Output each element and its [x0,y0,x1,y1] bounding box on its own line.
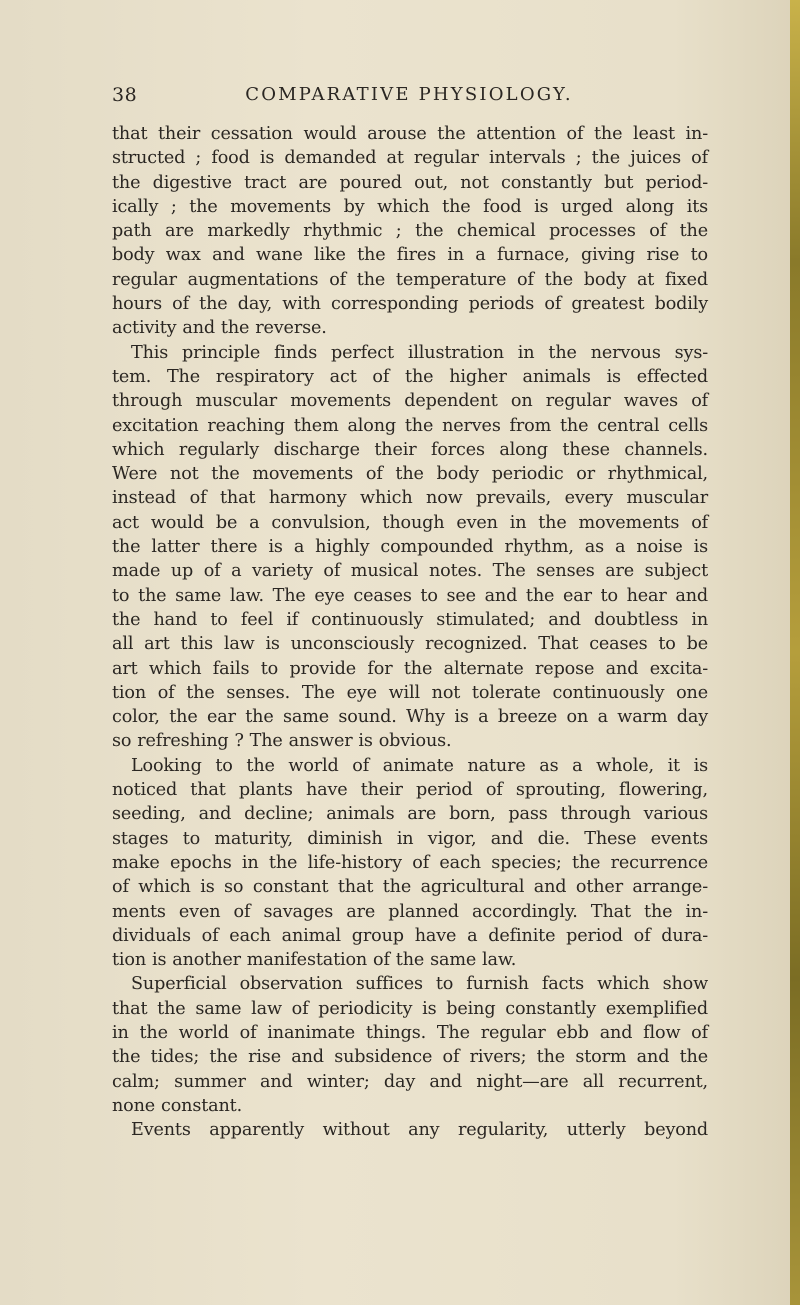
text-line: tem. The respiratory act of the higher animals is effected [112,366,708,387]
text-line: regular augmentations of the temperature of the body at fixed [112,269,708,290]
text-line: stages to maturity, diminish in vigor, and die. These events [112,828,708,849]
page-number: 38 [112,84,138,106]
text-line: excitation reaching them along the nerves from the central cells [112,415,708,436]
text-line: dividuals of each animal group have a definite period of dura- [112,925,708,946]
text-line: tion is another manifestation of the same law. [112,950,517,971]
text-line: instead of that harmony which now prevails, every muscular [112,488,708,509]
text-line: Were not the movements of the body periodic or rhythmical, [112,464,708,485]
text-line: ments even of savages are planned accordingly. That the in- [112,901,708,922]
text-line: the hand to feel if continuously stimulated; and doubtless in [112,609,708,630]
text-line: make epochs in the life-history of each species; the recurrence [112,852,708,873]
text-line: the latter there is a highly compounded rhythm, as a noise is [112,537,708,558]
text-line: Superficial observation suffices to furnish facts which show [131,974,708,995]
text-line: activity and the reverse. [112,318,327,339]
text-line: the tides; the rise and subsidence of rivers; the storm and the [112,1047,708,1068]
text-line: path are markedly rhythmic ; the chemical processes of the [112,221,708,242]
text-line: calm; summer and winter; day and night—are all recurrent, [112,1071,708,1092]
text-line: all art this law is unconsciously recognized. That ceases to be [112,634,708,655]
text-line: that the same law of periodicity is being constantly exemplified [112,998,708,1019]
text-line: made up of a variety of musical notes. The senses are subject [112,561,708,582]
text-line: of which is so constant that the agricultural and other arrange- [112,877,708,898]
text-line: Events apparently without any regularity, utterly beyond [131,1120,708,1141]
text-line: the digestive tract are poured out, not constantly but period- [112,172,708,193]
text-line: that their cessation would arouse the attention of the least in- [112,124,708,144]
text-line: through muscular movements dependent on regular waves of [112,391,708,412]
page-edge [790,0,800,1305]
text-line: hours of the day, with corresponding periods of greatest bodily [112,294,708,315]
text-line: art which fails to provide for the alternate repose and excita- [112,658,708,679]
text-line: structed ; food is demanded at regular intervals ; the juices of [112,148,708,169]
text-line: color, the ear the same sound. Why is a breeze on a warm day [112,707,708,728]
text-line: which regularly discharge their forces along these channels. [112,439,708,460]
text-line: to the same law. The eye ceases to see and the ear to hear and [112,585,708,606]
text-line: act would be a convulsion, though even in the movements of [112,512,708,533]
text-line: This principle finds perfect illustration in the nervous sys- [131,342,708,363]
text-line: in the world of inanimate things. The regular ebb and flow of [112,1022,708,1043]
body-text [112,122,708,1142]
text-line: ically ; the movements by which the food is urged along its [112,196,708,217]
text-line: body wax and wane like the fires in a furnace, giving rise to [112,245,708,266]
running-title: COMPARATIVE PHYSIOLOGY. [245,84,573,105]
text-line: tion of the senses. The eye will not tolerate continuously one [112,682,708,703]
text-line: seeding, and decline; animals are born, pass through various [112,804,708,825]
text-line: noticed that plants have their period of sprouting, flowering, [112,780,708,801]
text-line: Looking to the world of animate nature as a whole, it is [131,755,708,776]
text-line: so refreshing ? The answer is obvious. [112,731,452,752]
page-header [0,84,790,114]
text-line: none constant. [112,1095,243,1116]
